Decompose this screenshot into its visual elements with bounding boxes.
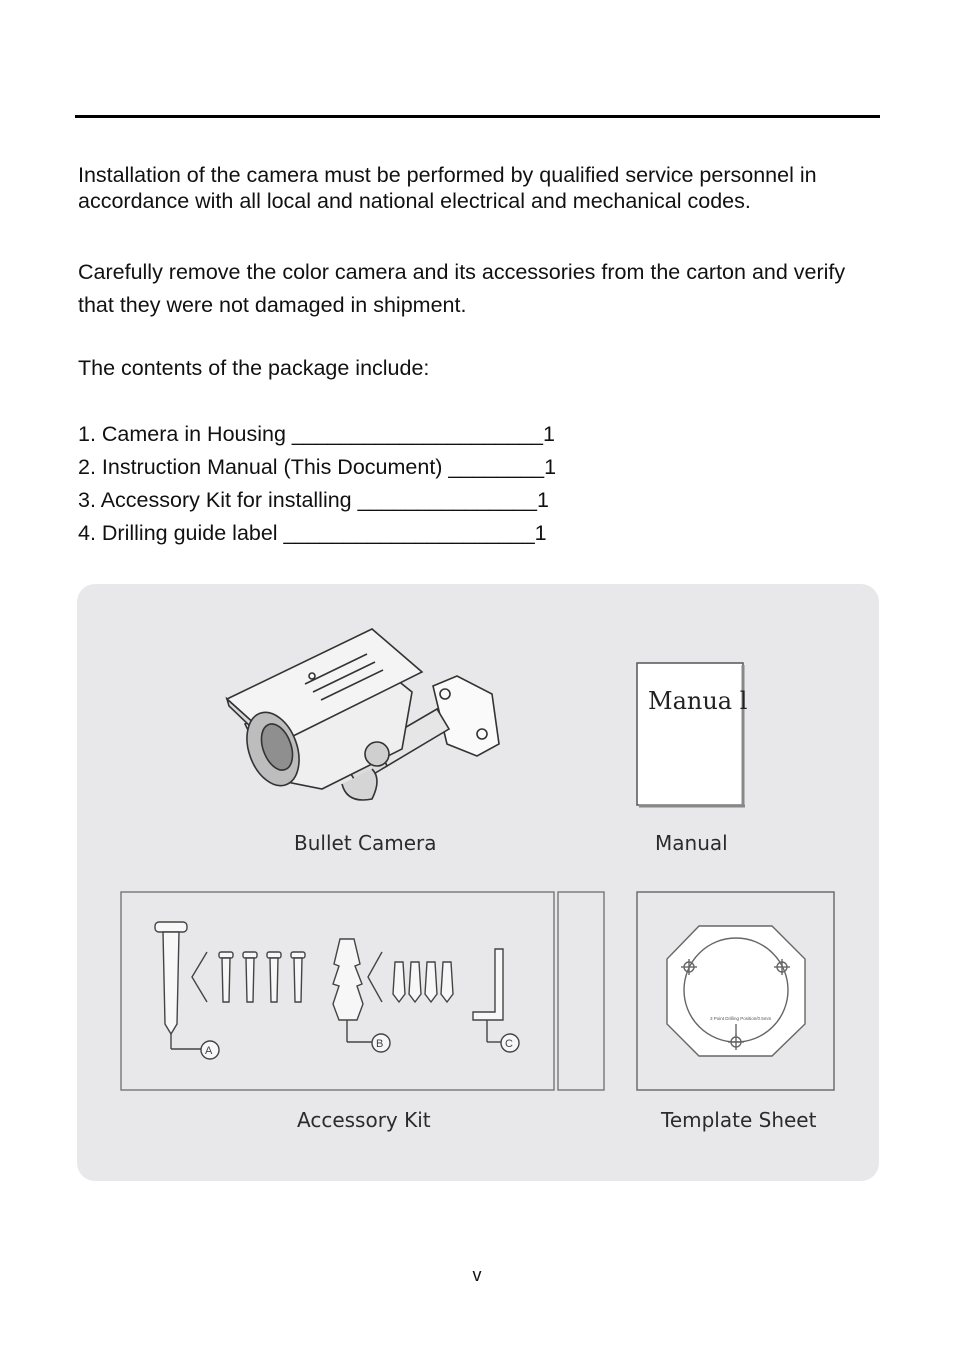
template-sheet-illustration [637,892,834,1090]
manual-illustration [637,663,748,807]
manual-caption: Manual [655,831,728,855]
installation-note: Installation of the camera must be performed by qualified service personnel in accordance with all local and national electrical and mechanical codes. [78,163,817,213]
kit-label-c: C [505,1038,513,1050]
list-item: 2. Instruction Manual (This Document) ________1 [78,455,557,479]
contents-list [78,420,556,552]
bullet-camera-illustration [227,629,499,800]
unpacking-note: Carefully remove the color camera and its accessories from the carton and verify that they were not damaged in shipment. [78,260,846,317]
kit-label-a: A [205,1045,213,1057]
accessory-kit-caption: Accessory Kit [297,1108,431,1132]
list-item: 1. Camera in Housing _____________________1 [78,422,555,446]
contents-heading: The contents of the package include: [78,356,430,380]
camera-caption: Bullet Camera [294,831,437,855]
list-item: 3. Accessory Kit for installing _______________1 [78,488,549,512]
header-rule [75,115,880,118]
manual-cover-text: Manua l [648,687,748,715]
list-item: 4. Drilling guide label _____________________1 [78,521,547,545]
kit-label-b: B [376,1038,384,1050]
page-number: v [472,1265,482,1285]
template-sheet-caption: Template Sheet [661,1108,817,1132]
figure-illustration [77,584,879,1181]
package-contents-figure [77,584,879,1181]
accessory-kit-illustration [121,892,604,1090]
template-text: 3 Point Drilling Position/0.5mm [710,1016,772,1021]
